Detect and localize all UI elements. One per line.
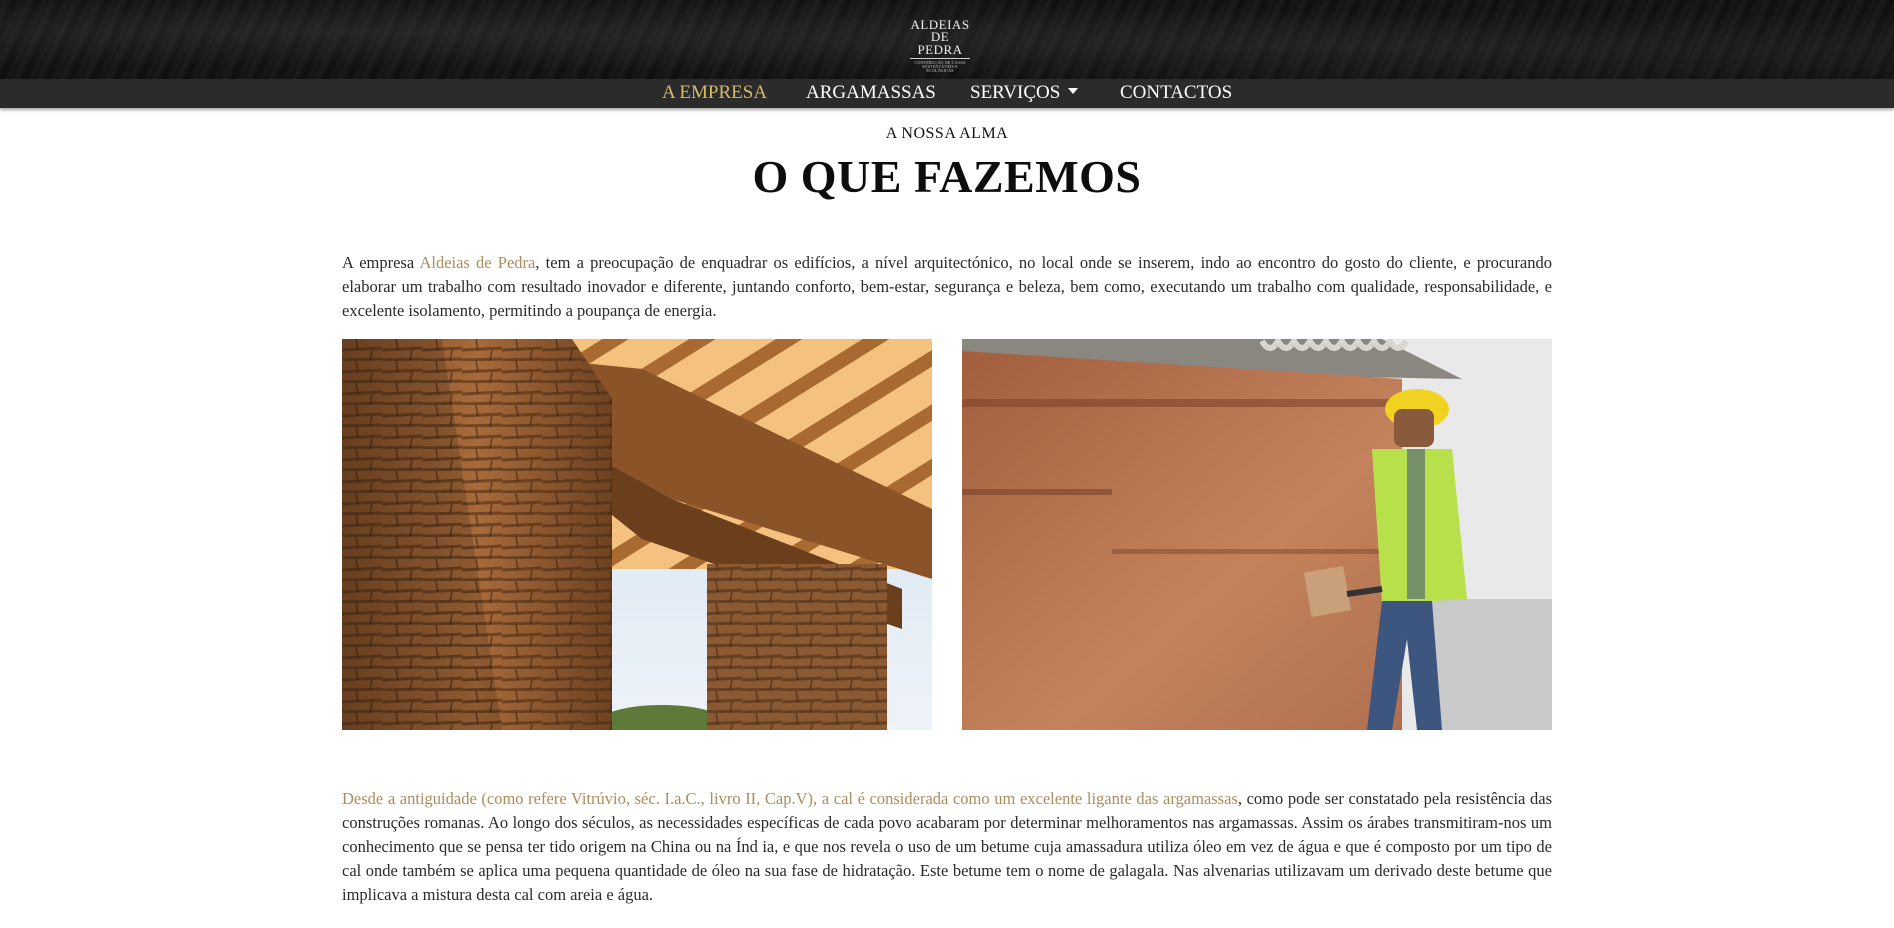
logo-tagline-2: SUSTENTÁVEIS E ECOLÓGICAS xyxy=(922,64,958,73)
intro-text-start: A empresa xyxy=(342,253,420,272)
stone-wall-timber-roof-photo xyxy=(342,339,932,730)
nav-item-contactos[interactable]: CONTACTOS xyxy=(1120,82,1233,103)
header-banner xyxy=(0,0,1894,79)
aldeias-de-pedra-logo[interactable] xyxy=(908,17,972,73)
company-name-link[interactable]: Aldeias de Pedra xyxy=(419,253,536,272)
nav-item-argamassas[interactable]: ARGAMASSAS xyxy=(806,82,936,103)
nav-item-servicos-label: SERVIÇOS xyxy=(970,82,1061,103)
main-navigation xyxy=(0,79,1894,108)
nav-item-servicos[interactable] xyxy=(970,79,1078,108)
logo-line-1: ALDEIAS xyxy=(910,17,970,32)
history-highlight: Desde a antiguidade (como refere Vitrúvio, séc. I.a.C., livro II, Cap.V), a cal é considerada como um excelente ligante das argamassas xyxy=(342,789,1238,808)
chevron-down-icon xyxy=(1068,88,1078,94)
history-body: , como pode ser constatado pela resistência das construções romanas. Ao longo dos séculos, as necessidades específicas de cada povo acabaram por determinar melhoramentos nas argamassas. Assim os árabes transmitiram-nos um conhecimento que se pensa ter tido origem na China ou na Índ ia, e que nos revela o uso de um betume cuja amassadura utiliza óleo em vez de água e que é composto por um tipo de cal onde também se aplica uma pequena quantidade de óleo na sua fase de hidratação. Este betume tem o nome de galagala. Nas alvenarias utilizavam um derivado deste betume que implicava a mistura desta cal com areia e água. xyxy=(342,789,1552,904)
history-paragraph xyxy=(342,787,1552,907)
worker-plastering-wall-photo xyxy=(962,339,1552,730)
nav-item-a-empresa[interactable]: A EMPRESA xyxy=(662,82,768,103)
intro-paragraph xyxy=(342,251,1552,323)
logo-line-2: DE PEDRA xyxy=(917,29,963,57)
section-eyebrow: A NOSSA ALMA xyxy=(885,125,1009,142)
intro-text-rest: , tem a preocupação de enquadrar os edifícios, a nível arquitectónico, no local onde se inserem, indo ao encontro do gosto do cliente, e procurando elaborar um trabalho com resultado inovador e diferente, juntando conforto, bem-estar, segurança e beleza, bem como, executando um trabalho com qualidade, responsabilidade, e excelente isolamento, permitindo a poupança de energia. xyxy=(342,253,1552,320)
logo-rule xyxy=(910,58,970,59)
logo-tagline-1: CONSTRUÇÃO DE CASAS xyxy=(914,60,966,65)
page-title: O QUE FAZEMOS xyxy=(752,151,1142,202)
